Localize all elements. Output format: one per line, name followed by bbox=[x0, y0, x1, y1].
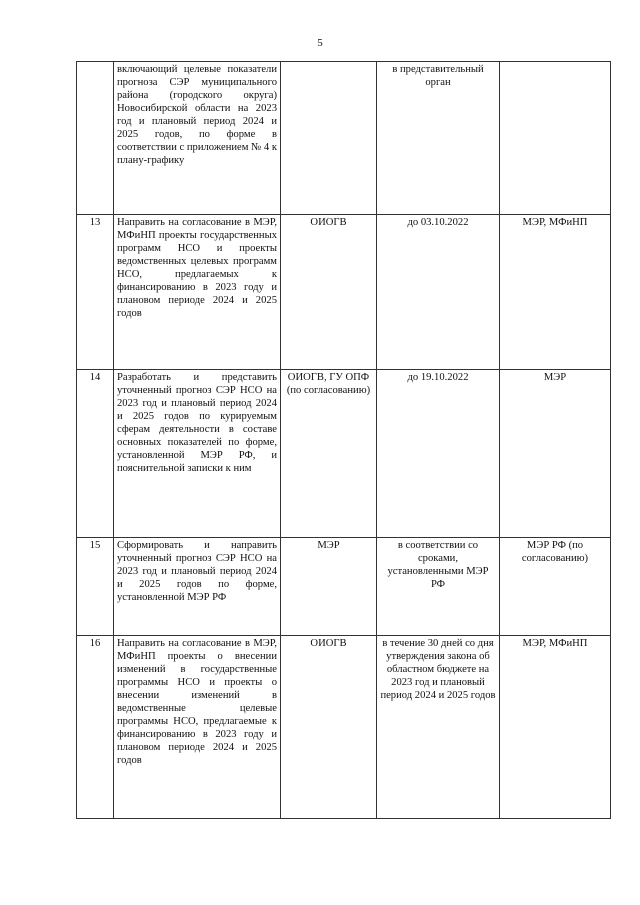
table-row bbox=[77, 636, 611, 819]
action-text: включающий целевые показатели прогноза СЭР муниципального района (городского округа) Новосибирской области на 2023 год и плановый период 2024 и 2025 годов, по форме в соответствии с приложением № 4 к плану-графику bbox=[117, 64, 277, 166]
responsible-cell: ОИОГВ bbox=[281, 636, 377, 819]
action-text: Сформировать и направить уточненный прогноз СЭР НСО на 2023 год и плановый период 2024 и 2025 годов по форме, установленной МЭР РФ bbox=[117, 540, 277, 603]
row-number-cell bbox=[77, 62, 114, 215]
partner-cell: МЭР bbox=[500, 370, 611, 538]
row-number-cell: 16 bbox=[77, 636, 114, 819]
action-cell bbox=[114, 538, 281, 636]
row-number-cell: 14 bbox=[77, 370, 114, 538]
page-number: 5 bbox=[317, 37, 323, 49]
table-row bbox=[77, 370, 611, 538]
table-row bbox=[77, 538, 611, 636]
action-cell bbox=[114, 62, 281, 215]
deadline-cell: в течение 30 дней со дня утверждения закона об областном бюджете на 2023 год и плановый период 2024 и 2025 годов bbox=[377, 636, 500, 819]
row-number-cell: 15 bbox=[77, 538, 114, 636]
action-text: Направить на согласование в МЭР, МФиНП проекты о внесении изменений в государственные программы НСО и проекты о внесении изменений в ведомственные целевые программы НСО, предлагаемые к финансированию в 2023 году и плановом периоде 2024 и 2025 годов bbox=[117, 638, 277, 766]
action-cell bbox=[114, 636, 281, 819]
partner-cell bbox=[500, 62, 611, 215]
responsible-cell: МЭР bbox=[281, 538, 377, 636]
row-number-cell: 13 bbox=[77, 215, 114, 370]
responsible-cell bbox=[281, 62, 377, 215]
table-row bbox=[77, 215, 611, 370]
partner-cell: МЭР, МФиНП bbox=[500, 215, 611, 370]
action-cell bbox=[114, 370, 281, 538]
partner-cell: МЭР, МФиНП bbox=[500, 636, 611, 819]
action-plan-table bbox=[76, 61, 611, 819]
deadline-cell: до 19.10.2022 bbox=[377, 370, 500, 538]
action-text: Разработать и представить уточненный прогноз СЭР НСО на 2023 год и плановый период 2024 и 2025 годов по курируемым сферам деятельности в составе основных показателей по форме, установленной МЭР РФ, и пояснительной записки к ним bbox=[117, 372, 277, 474]
deadline-cell: в представительный орган bbox=[377, 62, 500, 215]
responsible-cell: ОИОГВ bbox=[281, 215, 377, 370]
deadline-cell: до 03.10.2022 bbox=[377, 215, 500, 370]
deadline-cell: в соответствии со сроками, установленными МЭР РФ bbox=[377, 538, 500, 636]
table-row bbox=[77, 62, 611, 215]
partner-cell: МЭР РФ (по согласованию) bbox=[500, 538, 611, 636]
responsible-cell: ОИОГВ, ГУ ОПФ (по согласованию) bbox=[281, 370, 377, 538]
action-text: Направить на согласование в МЭР, МФиНП проекты государственных программ НСО и проекты ведомственных целевых программ НСО, предлагаемых к финансированию в 2023 году и плановом периоде 2024 и 2025 годов bbox=[117, 217, 277, 319]
action-cell bbox=[114, 215, 281, 370]
